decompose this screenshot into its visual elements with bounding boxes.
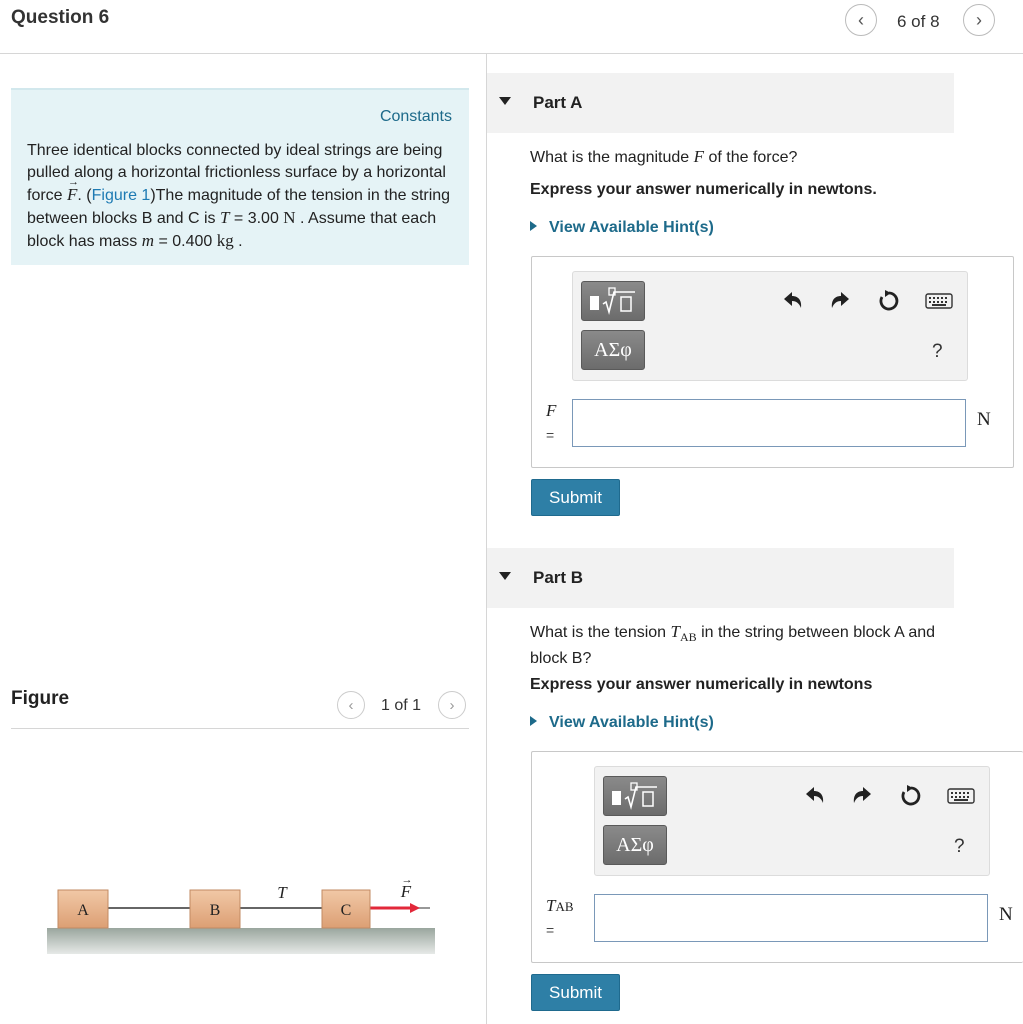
block-c-label: C [340,902,352,919]
undo-icon[interactable] [803,785,827,811]
part-b-header[interactable] [487,548,954,608]
question-subscript: AB [679,630,697,645]
question-symbol: T [670,622,680,641]
part-a-hint-toggle[interactable] [530,219,714,237]
mass-symbol: m [141,231,154,250]
force-symbol: → F [67,184,77,206]
block-a-label: A [77,902,89,919]
figure-title: Figure [11,688,70,709]
greek-symbols-button[interactable]: ΑΣφ [581,330,645,370]
part-b-answer-box [531,751,1023,963]
fraction-radical-icon [609,781,661,811]
header-divider [0,53,1023,54]
question-text: of the force? [704,149,798,166]
next-question-button[interactable] [963,4,995,36]
problem-text-part: )The magnitude of the tension in the string between blocks B and C is [27,187,451,227]
part-b-question [530,621,950,669]
problem-statement [27,140,455,253]
chevron-right-icon: › [449,696,455,714]
keyboard-icon[interactable] [947,787,975,809]
tension-unit: N [283,208,296,227]
caret-right-icon [530,716,537,726]
chevron-right-icon: › [976,9,982,30]
reset-icon[interactable] [899,784,923,812]
part-a-toolbar [572,271,968,381]
previous-question-button[interactable] [845,4,877,36]
figure-page-indicator: 1 of 1 [381,697,422,714]
constants-panel [11,88,469,265]
question-title: Question 6 [11,7,110,28]
part-a-title: Part A [533,93,583,112]
question-page-indicator: 6 of 8 [897,12,940,31]
caret-down-icon [499,572,511,580]
part-b-unit: N [999,904,1013,925]
question-symbol: F [693,147,705,166]
mass-value: = 0.400 [154,233,217,250]
equals-sign: = [546,922,555,938]
hint-label: View Available Hint(s) [549,219,714,236]
question-text: in the string between block A and block B? [530,624,936,668]
equals-sign: = [546,427,555,443]
part-b-instruction: Express your answer numerically in newtons [530,676,873,693]
part-a-question [530,146,797,168]
chevron-left-icon: ‹ [348,696,354,714]
help-button[interactable]: ? [932,341,943,362]
question-text: What is the tension [530,624,671,641]
greek-symbols-button[interactable]: ΑΣφ [603,825,667,865]
caret-down-icon [499,97,511,105]
undo-icon[interactable] [781,290,805,316]
keyboard-icon[interactable] [925,292,953,314]
part-b-hint-toggle[interactable] [530,714,714,732]
column-divider [486,54,487,1024]
force-arrowhead [410,903,420,913]
variable-subscript: AB [555,899,574,914]
force-vector-arrow: → [401,874,413,886]
tension-value: = 3.00 [229,210,284,227]
part-a-submit-button[interactable]: Submit [531,479,620,516]
problem-text-part: Three identical blocks connected by ideal strings are being pulled along a horizontal frictionless surface by a horizontal force [27,142,446,204]
question-text: What is the magnitude [530,149,694,166]
part-b-submit-button[interactable]: Submit [531,974,620,1011]
problem-text-part: . [233,233,243,250]
part-a-variable: F [546,401,557,420]
block-b-label: B [209,902,221,919]
redo-icon[interactable] [828,290,852,316]
floor-surface [47,928,435,954]
force-label: F [400,882,412,901]
redo-icon[interactable] [850,785,874,811]
chevron-left-icon: ‹ [858,9,864,30]
reset-icon[interactable] [877,289,901,317]
part-a-answer-box [531,256,1014,468]
templates-button[interactable] [581,281,645,321]
hint-label: View Available Hint(s) [549,714,714,731]
problem-text-part: . ( [77,187,92,204]
part-a-answer-input[interactable] [572,399,966,447]
help-button[interactable]: ? [954,836,965,857]
previous-figure-button[interactable] [337,691,365,719]
caret-right-icon [530,221,537,231]
variable-symbol: T [546,896,556,915]
problem-text-part: . Assume that each block has mass [27,210,437,250]
templates-button[interactable] [603,776,667,816]
constants-link[interactable]: Constants [379,108,452,125]
figure-link[interactable]: Figure 1 [91,187,151,204]
part-a-header[interactable] [487,73,954,133]
fraction-radical-icon [587,286,639,316]
part-b-toolbar [594,766,990,876]
mass-unit: kg [216,231,234,250]
part-b-title: Part B [533,568,584,587]
figure-divider [11,728,469,729]
tension-symbol: T [220,208,230,227]
part-a-instruction: Express your answer numerically in newtons. [530,181,877,198]
part-b-variable [546,896,574,916]
next-figure-button[interactable] [438,691,466,719]
blocks-figure [40,870,440,960]
tension-label: T [277,883,287,902]
part-b-answer-input[interactable] [594,894,988,942]
part-a-unit: N [977,409,991,430]
